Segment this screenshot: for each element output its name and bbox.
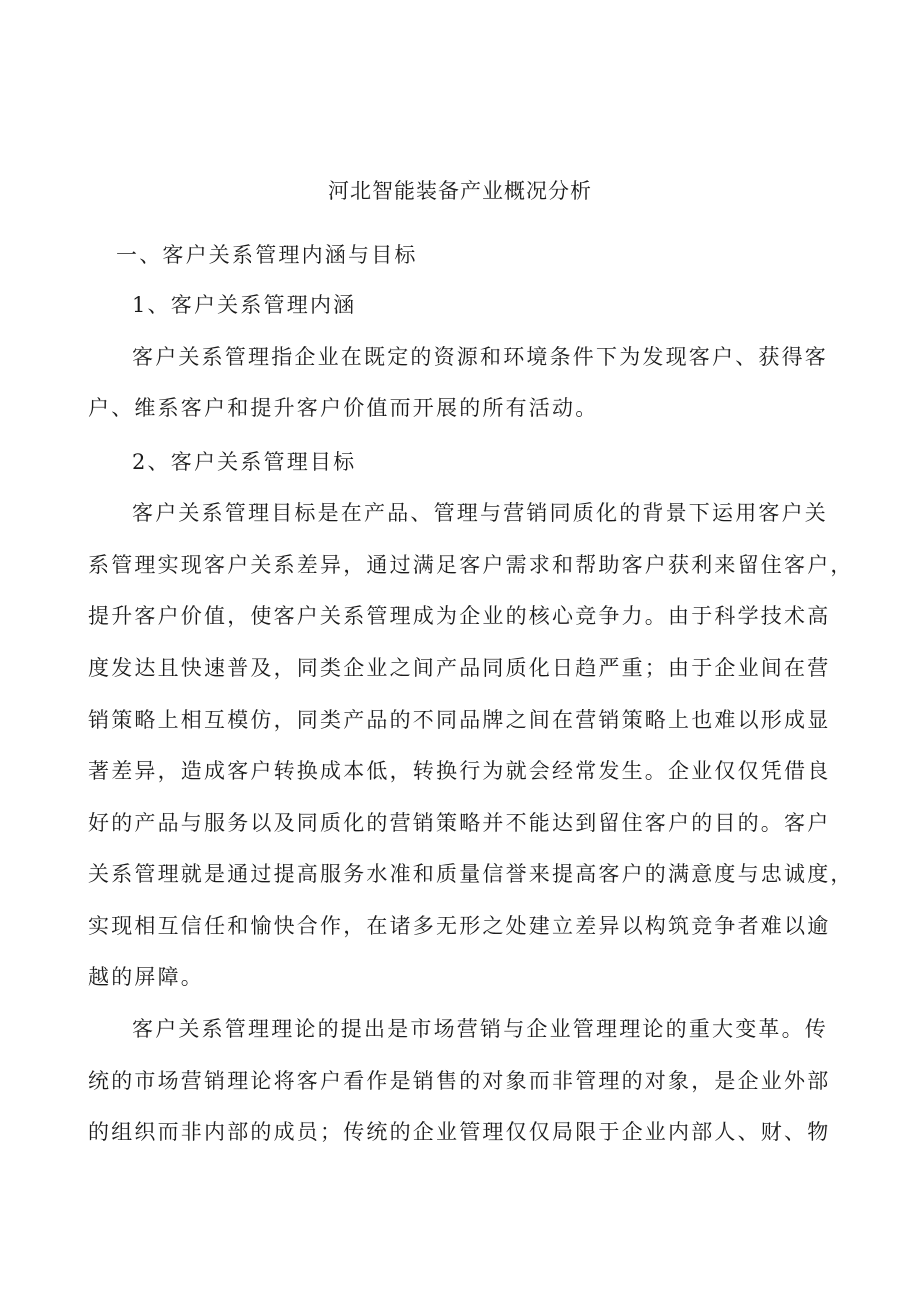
document-title: 河北智能装备产业概况分析 xyxy=(328,179,592,203)
paragraph-2-line: 提升客户价值，使客户关系管理成为企业的核心竞争力。由于科学技术高 xyxy=(88,604,831,628)
paragraph-3-line: 统的市场营销理论将客户看作是销售的对象而非管理的对象，是企业外部 xyxy=(88,1069,831,1093)
paragraph-2-line: 关系管理就是通过提高服务水准和质量信誉来提高客户的满意度与忠诚度， xyxy=(88,862,854,886)
subsection-heading-2: 2、客户关系管理目标 xyxy=(132,450,357,474)
paragraph-3-line: 客户关系管理理论的提出是市场营销与企业管理理论的重大变革。传 xyxy=(132,1017,828,1041)
paragraph-1-line: 客户关系管理指企业在既定的资源和环境条件下为发现客户、获得客 xyxy=(132,345,828,369)
paragraph-2-line: 系管理实现客户关系差异，通过满足客户需求和帮助客户获利来留住客户， xyxy=(88,553,854,577)
paragraph-2-line: 销策略上相互模仿，同类产品的不同品牌之间在营销策略上也难以形成显 xyxy=(88,708,831,732)
subsection-heading-1: 1、客户关系管理内涵 xyxy=(132,293,357,317)
paragraph-2-line: 度发达且快速普及，同类企业之间产品同质化日趋严重；由于企业间在营 xyxy=(88,656,831,680)
paragraph-2-line: 著差异，造成客户转换成本低，转换行为就会经常发生。企业仅仅凭借良 xyxy=(88,759,831,783)
paragraph-3-line: 的组织而非内部的成员；传统的企业管理仅仅局限于企业内部人、财、物 xyxy=(88,1120,831,1144)
section-heading: 一、客户关系管理内涵与目标 xyxy=(116,243,418,267)
paragraph-2-line: 客户关系管理目标是在产品、管理与营销同质化的背景下运用客户关 xyxy=(132,501,828,525)
paragraph-2-line: 好的产品与服务以及同质化的营销策略并不能达到留住客户的目的。客户 xyxy=(88,811,831,835)
paragraph-2-line: 实现相互信任和愉快合作，在诸多无形之处建立差异以构筑竞争者难以逾 xyxy=(88,914,831,938)
paragraph-1-line: 户、维系客户和提升客户价值而开展的所有活动。 xyxy=(88,396,599,420)
paragraph-2-line: 越的屏障。 xyxy=(88,965,204,989)
